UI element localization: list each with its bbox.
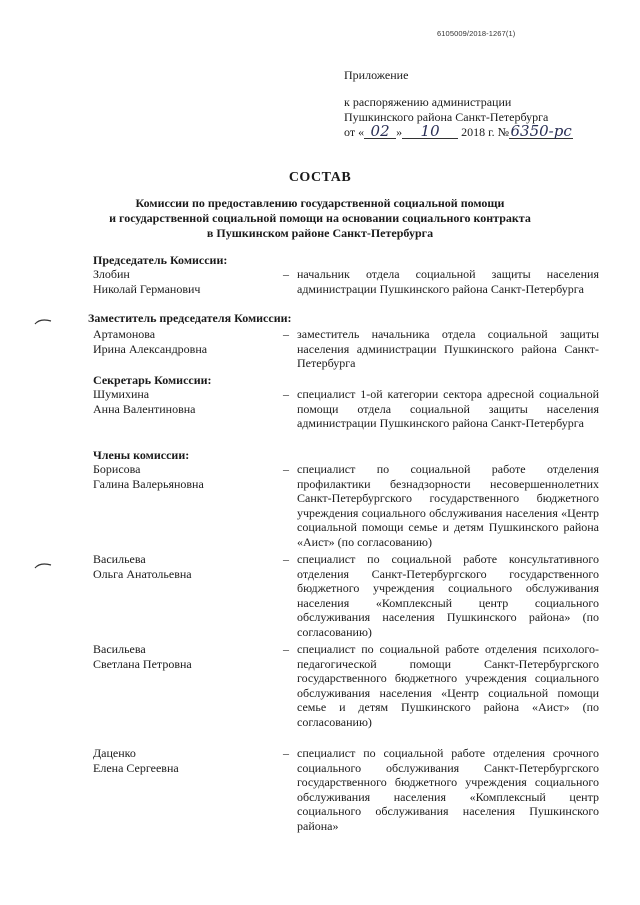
dash: – (283, 327, 289, 341)
subheading-line-3: в Пушкинском районе Санкт-Петербурга (206, 226, 434, 240)
section-chair-title: Председатель Комиссии: (93, 253, 228, 267)
date-year: 2018 г. № (461, 125, 510, 139)
member-surname: Борисова (93, 462, 141, 476)
member-surname: Васильева (93, 642, 146, 656)
member-given-name: Елена Сергеевна (93, 760, 179, 775)
appendix-line-2: Пушкинского района Санкт-Петербурга (344, 110, 549, 124)
member-surname: Артамонова (93, 327, 156, 341)
appendix-line-1: к распоряжению администрации (344, 95, 512, 109)
section-members-title: Члены комиссии: (93, 448, 190, 462)
member-name (93, 462, 273, 491)
member-role: специалист 1-ой категории сектора адресной социальной помощи отдела социальной защиты населения администрации Пушкинского района Санкт-Петербурга (297, 387, 599, 430)
member-given-name: Анна Валентиновна (93, 401, 196, 416)
member-given-name: Ольга Анатольевна (93, 566, 192, 581)
dash: – (283, 267, 289, 281)
member-surname: Даценко (93, 746, 136, 760)
member-role: специалист по социальной работе консультативного отделения Санкт-Петербургского государственного бюджетного учреждения социального обслуживания населения «Комплексный центр социального обслуживания населения Пушкинского района» (по согласованию) (297, 552, 599, 639)
dash: – (283, 387, 289, 401)
member-name (93, 387, 273, 416)
dash: – (283, 746, 289, 760)
member-role: специалист по социальной работе отделения срочного социального обслуживания Санкт-Петербургского государственного бюджетного учреждения социального обслуживания населения «Комплексный центр социального обслуживания населения Пушкинского района» (297, 746, 599, 833)
document-subheading (0, 196, 640, 241)
member-name (93, 327, 273, 356)
member-name (93, 642, 273, 671)
document-heading: СОСТАВ (288, 170, 352, 185)
member-name (93, 552, 273, 581)
subheading-line-1: Комиссии по предоставлению государственной социальной помощи (135, 196, 505, 210)
member-given-name: Николай Германович (93, 281, 201, 296)
document-id: 6105009/2018-1267(1) (437, 29, 516, 38)
dash: – (283, 642, 289, 656)
member-surname: Злобин (93, 267, 130, 281)
member-role: специалист по социальной работе отделения психолого-педагогической помощи Санкт-Петербургского государственного бюджетного учреждения социального обслуживания населения «Центр социальной помощи семье и детям Пушкинского района «Аист» (по согласованию) (297, 642, 599, 729)
dash: – (283, 462, 289, 476)
member-name (93, 746, 273, 775)
date-day-handwritten: 02 (364, 125, 396, 139)
appendix-date-line (344, 122, 573, 140)
member-given-name: Ирина Александровна (93, 341, 208, 356)
member-name (93, 267, 273, 296)
subheading-line-2: и государственной социальной помощи на основании социального контракта (109, 211, 531, 225)
order-number-handwritten: 6350-рс (510, 122, 572, 140)
section-deputy-title: Заместитель председателя Комиссии: (88, 311, 292, 325)
pen-mark-icon (34, 317, 52, 325)
member-role: начальник отдела социальной защиты населения администрации Пушкинского района Санкт-Петербурга (297, 267, 599, 296)
date-prefix: от « (344, 125, 365, 139)
member-surname: Васильева (93, 552, 146, 566)
member-given-name: Светлана Петровна (93, 656, 192, 671)
member-role: заместитель начальника отдела социальной защиты населения администрации Пушкинского района Санкт-Петербурга (297, 327, 599, 370)
section-secretary-title: Секретарь Комиссии: (93, 373, 212, 387)
date-mid: » (396, 125, 403, 139)
date-month-handwritten: 10 (402, 125, 458, 139)
member-surname: Шумихина (93, 387, 150, 401)
appendix-block (344, 95, 573, 140)
pen-mark-icon (34, 561, 52, 569)
member-role: специалист по социальной работе отделения профилактики безнадзорности несовершеннолетних Санкт-Петербургского государственного бюджетного учреждения социального обслуживания населения «Центр социальной помощи семье и детям Пушкинского района «Аист» (по согласованию) (297, 462, 599, 549)
appendix-title: Приложение (344, 68, 409, 82)
dash: – (283, 552, 289, 566)
member-given-name: Галина Валерьяновна (93, 476, 204, 491)
